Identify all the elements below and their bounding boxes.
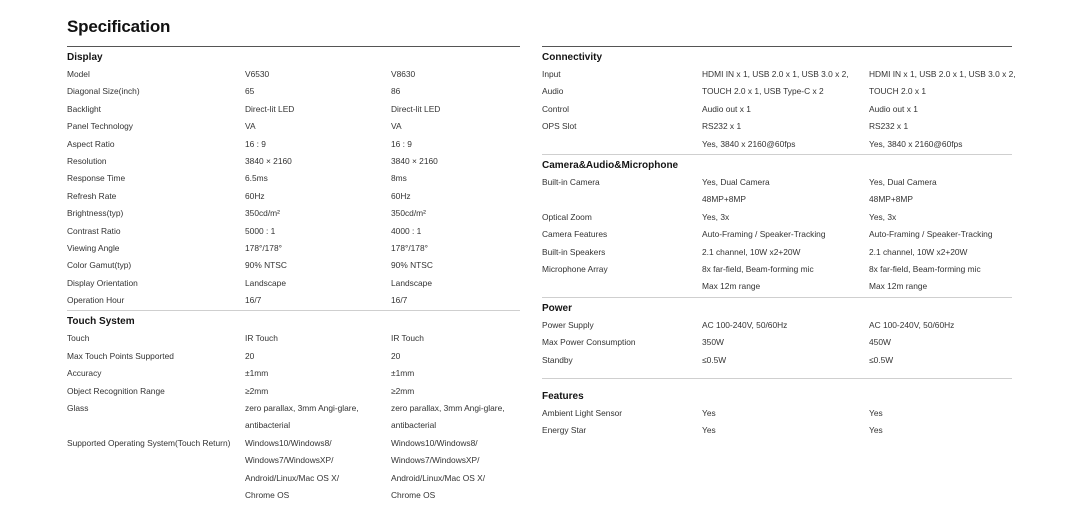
page-title: Specification [67,17,171,36]
section-title: Display [67,52,103,63]
spec-value-line: ≤0.5W [702,354,727,365]
spec-value-line: AC 100-240V, 50/60Hz [702,319,788,330]
spec-row [67,436,520,506]
spec-value-line: 3840 × 2160 [391,155,438,166]
spec-label: Audio [542,86,564,97]
spec-value-v8630 [391,189,411,206]
spec-value-v6530 [702,245,800,262]
spec-row [542,318,1012,335]
spec-value-line: 20 [391,350,401,361]
spec-row [542,67,1016,84]
spec-value-v8630 [869,210,896,227]
spec-value-line: RS232 x 1 [869,121,909,132]
spec-label: Glass [67,403,89,414]
spec-row [67,349,520,366]
spec-value-line: TOUCH 2.0 x 1, USB Type-C x 2 [702,86,824,97]
spec-value-line: 3840 × 2160 [245,155,292,166]
spec-row [67,258,520,275]
spec-value-v6530 [702,318,787,335]
spec-value-line: VA [391,121,402,132]
spec-value-v6530 [702,175,770,210]
spec-row [67,276,520,293]
spec-value-v6530 [245,84,254,101]
spec-value-v6530 [245,224,275,241]
spec-value-v8630 [869,227,993,244]
spec-row [67,224,520,241]
spec-value-v8630 [869,353,893,370]
spec-value-v6530 [245,102,294,119]
spec-label: Ambient Light Sensor [542,407,623,418]
spec-value-line: 5000 : 1 [245,225,276,236]
spec-value-line: 4000 : 1 [391,225,422,236]
spec-value-line: Direct-lit LED [391,103,441,114]
spec-label: Color Gamut(typ) [67,260,132,271]
spec-row [67,119,520,136]
spec-label: Supported Operating System(Touch Return) [67,437,231,448]
spec-label: Control [542,103,569,114]
spec-value-line: Yes [869,407,883,418]
spec-row [67,331,520,348]
spec-row [542,210,1012,227]
spec-row [67,366,520,383]
spec-value-v8630 [391,293,407,310]
section-divider [542,378,1012,379]
spec-row [542,245,1012,262]
spec-label: Contrast Ratio [67,225,121,236]
spec-value-line: antibacterial [391,420,437,431]
spec-row [542,406,1012,423]
spec-value-v6530 [702,119,795,154]
spec-value-v8630 [391,102,440,119]
spec-value-v6530 [245,401,359,436]
section-divider [67,46,520,47]
section-divider [542,154,1012,155]
spec-value-v6530 [702,353,726,370]
spec-value-v6530 [702,227,826,244]
spec-value-v8630 [391,401,505,436]
spec-value-v6530 [245,349,254,366]
spec-label: OPS Slot [542,121,577,132]
spec-value-line: 8x far-field, Beam-forming mic [702,263,814,274]
section-display [67,46,520,310]
spec-value-v6530 [245,154,292,171]
spec-value-v8630 [869,335,891,352]
spec-value-line: Direct-lit LED [245,103,295,114]
spec-value-line: Landscape [245,277,286,288]
spec-row [67,206,520,223]
spec-value-line: 178°/178° [245,242,282,253]
spec-value-v8630 [869,67,1016,84]
spec-value-line: ±1mm [245,368,269,379]
section-title: Features [542,390,584,402]
spec-value-v8630 [391,84,400,101]
spec-row [67,67,520,84]
spec-label: Built-in Camera [542,176,600,187]
spec-value-line: 48MP+8MP [869,194,913,205]
spec-value-line: Audio out x 1 [702,103,751,114]
spec-value-line: Auto-Framing / Speaker-Tracking [702,229,826,240]
spec-value-line: VA [245,121,256,132]
spec-value-v8630 [869,102,918,119]
spec-label: Built-in Speakers [542,246,606,257]
spec-value-line: V6530 [245,69,270,79]
spec-row [542,84,1012,101]
spec-value-v8630 [391,154,438,171]
spec-value-v8630 [869,262,981,297]
spec-value-line: ≥2mm [391,385,415,396]
spec-value-v6530 [245,137,266,154]
spec-value-line: 86 [391,86,401,97]
spec-label: Power Supply [542,319,594,330]
spec-row [67,401,520,436]
spec-value-v6530 [245,366,268,383]
spec-value-line: zero parallax, 3mm Angi-glare, [245,403,359,414]
spec-value-line: 20 [245,350,255,361]
spec-row [542,119,1012,154]
spec-value-line: 60Hz [391,190,411,201]
spec-value-v8630 [391,366,414,383]
spec-label: Microphone Array [542,263,608,274]
section-title: Touch System [67,316,135,328]
spec-value-v6530 [702,102,751,119]
spec-value-line: 16/7 [391,295,408,306]
spec-row [67,384,520,401]
section-title: Power [542,302,573,314]
spec-label: Energy Star [542,425,587,436]
spec-label: Touch [67,333,90,344]
left-column [67,46,520,505]
section-touch-system [67,310,520,505]
spec-value-line: Android/Linux/Mac OS X/ [245,472,340,483]
spec-label: Refresh Rate [67,190,117,201]
spec-value-v8630 [391,384,414,401]
spec-value-v6530 [245,119,256,136]
spec-value-line: 6.5ms [245,173,268,184]
spec-value-line: zero parallax, 3mm Angi-glare, [391,403,505,414]
spec-value-v6530 [702,210,729,227]
spec-label: Backlight [67,103,101,114]
spec-row [542,227,1012,244]
spec-value-line: Android/Linux/Mac OS X/ [391,472,486,483]
spec-value-line: 16 : 9 [245,138,266,149]
spec-label: Standby [542,354,573,365]
section-divider [542,46,1012,47]
spec-value-line: Max 12m range [702,281,761,292]
spec-value-v8630 [869,245,967,262]
spec-value-line: Yes [702,407,716,418]
spec-value-v6530 [702,84,824,101]
section-title: Connectivity [542,52,603,63]
spec-value-v8630 [391,206,426,223]
spec-value-line: Landscape [391,277,432,288]
spec-label: Panel Technology [67,121,133,132]
section-power [542,297,1012,378]
spec-value-line: ±1mm [391,368,415,379]
spec-value-line: 90% NTSC [391,260,433,271]
spec-row [67,171,520,188]
spec-label: Response Time [67,173,126,184]
spec-value-line: Yes, 3x [869,211,897,222]
spec-value-line: HDMI IN x 1, USB 2.0 x 1, USB 3.0 x 2, [869,69,1016,79]
spec-value-v6530 [702,335,724,352]
spec-value-v6530 [245,171,268,188]
spec-row [67,84,520,101]
spec-row [542,353,1012,370]
spec-row [542,423,1012,440]
spec-value-line: Yes, 3840 x 2160@60fps [702,138,796,149]
spec-value-line: 65 [245,86,255,97]
spec-row [542,175,1012,210]
spec-value-line: Audio out x 1 [869,103,918,114]
spec-row [67,102,520,119]
spec-row [542,102,1012,119]
spec-value-v6530 [245,276,286,293]
spec-value-v8630 [391,137,412,154]
spec-value-v8630 [869,318,954,335]
spec-value-line: HDMI IN x 1, USB 2.0 x 1, USB 3.0 x 2, [702,69,849,79]
spec-value-v8630 [391,224,421,241]
spec-value-line: ≥2mm [245,385,269,396]
spec-value-line: Yes, Dual Camera [869,176,937,187]
spec-value-line: 8ms [391,173,407,184]
section-camera-audio-microphone [542,154,1012,297]
spec-label: Diagonal Size(inch) [67,86,140,97]
spec-label: Max Power Consumption [542,337,636,348]
spec-row [67,137,520,154]
spec-value-v6530 [702,423,716,440]
spec-value-v8630 [869,423,883,440]
section-connectivity [542,46,1016,154]
spec-value-line: 16 : 9 [391,138,412,149]
spec-value-line: Windows7/WindowsXP/ [391,455,480,466]
spec-label: Camera Features [542,229,608,240]
spec-value-v8630 [391,276,432,293]
spec-value-line: Yes, 3x [702,211,730,222]
spec-value-v8630 [391,67,415,84]
spec-value-v8630 [391,436,485,506]
spec-value-line: Yes [869,425,883,436]
spec-value-v6530 [245,258,287,275]
spec-value-v6530 [245,189,265,206]
spec-value-v6530 [245,67,269,84]
spec-value-line: Auto-Framing / Speaker-Tracking [869,229,993,240]
spec-row [542,335,1012,352]
spec-value-line: AC 100-240V, 50/60Hz [869,319,955,330]
section-features [542,378,1012,441]
spec-label: Max Touch Points Supported [67,350,174,361]
spec-value-line: IR Touch [245,333,278,344]
spec-value-v6530 [245,206,280,223]
spec-value-line: 350W [702,337,724,348]
spec-value-line: Yes [702,425,716,436]
spec-value-line: 48MP+8MP [702,194,746,205]
spec-value-line: Windows10/Windows8/ [391,437,478,448]
spec-value-line: 60Hz [245,190,265,201]
section-divider [542,297,1012,298]
spec-value-line: 2.1 channel, 10W x2+20W [869,246,968,257]
spec-value-v6530 [245,384,268,401]
spec-label: Display Orientation [67,277,138,288]
spec-label: Operation Hour [67,295,125,306]
spec-value-line: Max 12m range [869,281,928,292]
spec-value-line: Windows10/Windows8/ [245,437,332,448]
spec-value-v6530 [702,406,716,423]
spec-value-v6530 [245,293,261,310]
spec-value-v6530 [702,262,814,297]
spec-value-line: 450W [869,337,891,348]
spec-value-line: ≤0.5W [869,354,894,365]
spec-value-line: Chrome OS [245,490,290,500]
spec-value-line: 178°/178° [391,242,428,253]
spec-value-v8630 [391,241,428,258]
spec-label: Accuracy [67,368,102,379]
spec-value-v6530 [702,67,849,84]
spec-value-line: 2.1 channel, 10W x2+20W [702,246,801,257]
spec-value-line: TOUCH 2.0 x 1 [869,86,927,97]
spec-value-v6530 [245,241,282,258]
spec-value-line: Chrome OS [391,490,436,500]
spec-label: Aspect Ratio [67,138,115,149]
spec-value-line: V8630 [391,69,416,79]
spec-label: Model [67,69,90,79]
spec-row [67,241,520,258]
spec-value-v8630 [391,349,400,366]
spec-value-v6530 [245,436,339,506]
spec-label: Resolution [67,155,107,166]
spec-value-line: antibacterial [245,420,291,431]
spec-label: Brightness(typ) [67,208,124,219]
spec-value-v6530 [245,331,278,348]
spec-value-line: 350cd/m² [391,208,426,219]
spec-label: Input [542,69,561,79]
spec-value-line: Yes, 3840 x 2160@60fps [869,138,963,149]
right-column [542,46,1016,441]
spec-value-line: 90% NTSC [245,260,287,271]
spec-row [67,154,520,171]
spec-value-line: 350cd/m² [245,208,280,219]
spec-row [67,293,520,310]
spec-label: Viewing Angle [67,242,120,253]
spec-value-line: IR Touch [391,333,424,344]
spec-value-v8630 [391,331,424,348]
section-title: Camera&Audio&Microphone [542,159,679,171]
spec-value-line: RS232 x 1 [702,121,742,132]
spec-value-line: Yes, Dual Camera [702,176,770,187]
spec-value-v8630 [869,175,937,210]
spec-value-v8630 [869,84,926,101]
spec-label: Optical Zoom [542,211,592,222]
spec-row [67,189,520,206]
spec-value-v8630 [391,119,402,136]
spec-value-v8630 [869,119,962,154]
spec-value-line: 16/7 [245,295,262,306]
spec-row [542,262,1012,297]
spec-value-line: Windows7/WindowsXP/ [245,455,334,466]
spec-value-v8630 [391,171,407,188]
section-divider [67,310,520,311]
spec-label: Object Recognition Range [67,385,165,396]
spec-value-line: 8x far-field, Beam-forming mic [869,263,981,274]
spec-value-v8630 [869,406,883,423]
spec-value-v8630 [391,258,433,275]
